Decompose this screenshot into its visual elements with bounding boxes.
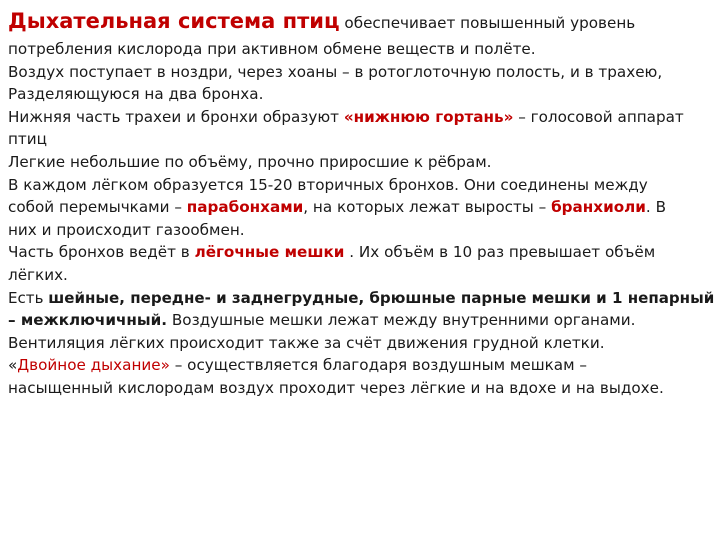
highlighted-term: парабонхами	[186, 198, 304, 217]
text-segment: потребления кислорода при активном обмене веществ и полёте.	[8, 40, 536, 58]
text-line	[8, 38, 714, 61]
text-segment: , на которых лежат выросты –	[303, 198, 552, 217]
text-line	[8, 264, 714, 287]
text-segment: Есть	[8, 288, 49, 307]
slide-title: Дыхательная система птиц	[8, 9, 340, 33]
text-segment: Легкие небольшие по объёму, прочно приросшие к рёбрам.	[8, 152, 492, 171]
text-line	[8, 219, 714, 242]
highlighted-term: Двойное дыхание»	[17, 356, 170, 375]
text-segment: Воздушные мешки лежат между внутренними органами.	[167, 311, 636, 330]
text-segment: Разделяющуюся на два бронха.	[8, 85, 264, 104]
text-line	[8, 241, 714, 264]
title-line	[8, 6, 714, 38]
text-line	[8, 309, 714, 332]
title-continuation: обеспечивает повышенный уровень	[339, 14, 636, 32]
text-line	[8, 354, 714, 377]
slide-content	[8, 6, 714, 400]
text-segment: Часть бронхов ведёт в	[8, 243, 195, 262]
text-line	[8, 174, 714, 197]
text-segment: Нижняя часть трахеи и бронхи образуют	[8, 107, 344, 126]
text-line	[8, 151, 714, 174]
highlighted-term: «нижнюю гортань»	[343, 107, 514, 126]
text-line	[8, 83, 714, 106]
highlighted-term: шейные, передне- и заднегрудные, брюшные парные мешки и 1 непарный	[48, 288, 715, 307]
body-text	[8, 38, 714, 400]
text-line	[8, 61, 714, 84]
text-segment: . Их объём в 10 раз превышает объём	[344, 243, 656, 262]
text-segment: насыщенный кислородам воздух проходит через лёгкие и на вдохе и на выдохе.	[8, 378, 664, 397]
text-segment: «	[8, 356, 18, 375]
text-segment: них и происходит газообмен.	[8, 220, 245, 239]
text-line	[8, 106, 714, 129]
text-segment: Вентиляция лёгких происходит также за счёт движения грудной клетки.	[8, 333, 605, 352]
text-segment: собой перемычками –	[8, 198, 187, 217]
text-segment: лёгких.	[8, 265, 68, 284]
highlighted-term: лёгочные мешки	[194, 243, 345, 262]
text-line	[8, 128, 714, 151]
text-segment: В каждом лёгком образуется 15-20 вторичных бронхов. Они соединены между	[8, 175, 648, 194]
highlighted-term: бранхиоли	[551, 198, 646, 217]
highlighted-term: – межключичный.	[8, 311, 168, 330]
text-segment: . В	[645, 198, 666, 217]
text-line	[8, 377, 714, 400]
text-segment: – осуществляется благодаря воздушным мешкам –	[169, 356, 587, 375]
text-segment: Воздух поступает в ноздри, через хоаны – в ротоглоточную полость, и в трахею,	[8, 62, 663, 81]
text-line	[8, 332, 714, 355]
text-line	[8, 196, 714, 219]
text-segment: – голосовой аппарат	[513, 107, 684, 126]
text-line	[8, 287, 715, 310]
text-segment: птиц	[8, 130, 47, 149]
